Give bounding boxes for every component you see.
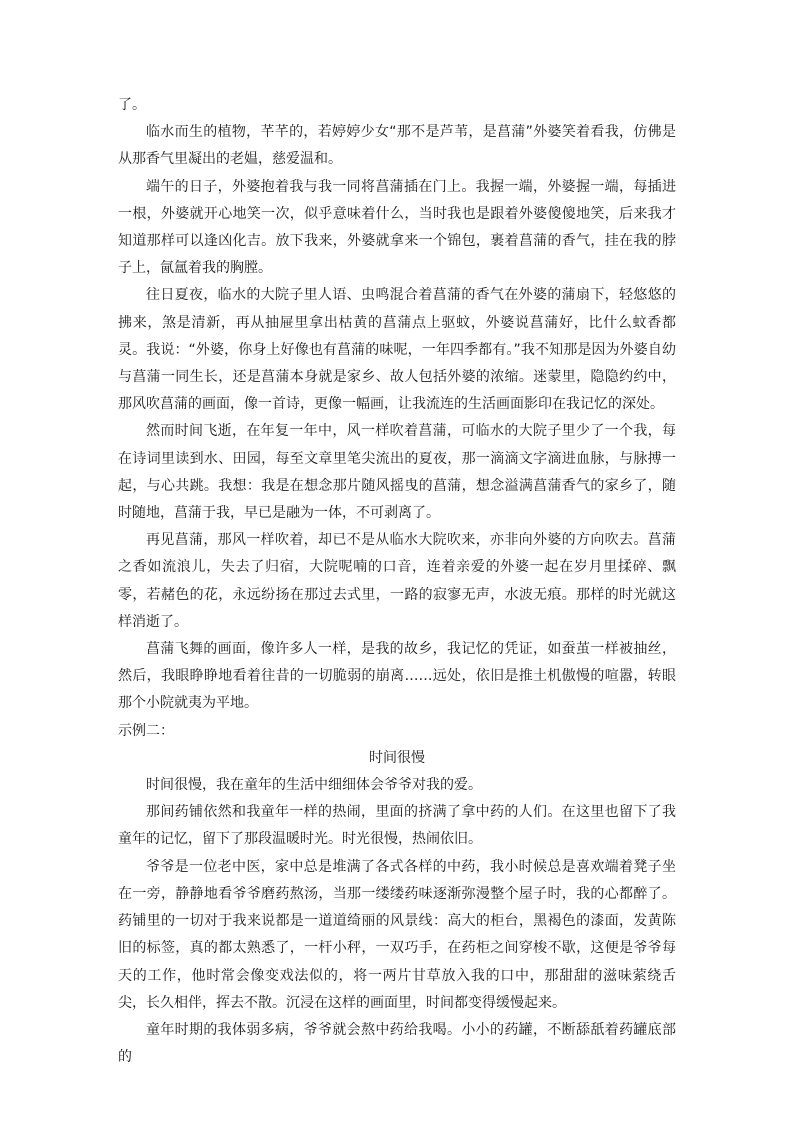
paragraph: 了。 [118, 97, 146, 113]
paragraph: 那间药铺依然和我童年一样的热闹，里面的挤满了拿中药的人们。在这里也留下了我童年的记忆，留下了那段温暖时光。时光很慢，热闹依旧。 [118, 804, 676, 848]
paragraph: 爷爷是一位老中医，家中总是堆满了各式各样的中药，我小时候总是喜欢端着凳子坐在一旁，静静地看爷爷磨药熬汤，当那一缕缕药味逐渐弥漫整个屋子时，我的心都醉了。药铺里的一切对于我来说都是一道道绮丽的风景线：高大的柜台，黑褐色的漆面，发黄陈旧的标签，真的都太熟悉了，一杆小秤，一双巧手，在药柜之间穿梭不歇，这便是爷爷每天的工作，他时常会像变戏法似的，将一两片甘草放入我的口中，那甜甜的滋味萦绕舌尖，长久相伴，挥去不散。沉浸在这样的画面里，时间都变得缓慢起来。 [118, 858, 676, 1011]
paragraph: 往日夏夜，临水的大院子里人语、虫鸣混合着菖蒲的香气在外婆的蒲扇下，轻悠悠的拂来，煞是清新，再从抽屉里拿出枯黄的菖蒲点上驱蚊，外婆说菖蒲好，比什么蚊香都灵。我说：“外婆，你身上好像也有菖蒲的味呢，一年四季都有。”我不知那是因为外婆自幼与菖蒲一同生长，还是菖蒲本身就是家乡、故人包括外婆的浓缩。迷蒙里，隐隐约约中，那风吹菖蒲的画面，像一首诗，更像一幅画，让我流连的生活画面影印在我记忆的深处。 [118, 287, 676, 413]
essay-title: 时间很慢 [369, 749, 425, 766]
document-body [118, 92, 676, 1071]
paragraph: 然而时间飞逝，在年复一年中，风一样吹着菖蒲，可临水的大院子里少了一个我，每在诗词里读到水、田园，每至文章里笔尖流出的夏夜，那一滴滴文字滴进血脉，与脉搏一起，与心共跳。我想：我是在想念那片随风摇曳的菖蒲，想念溢满菖蒲香气的家乡了，随时随地，菖蒲于我，早已是融为一体，不可剥离了。 [118, 423, 676, 522]
paragraph: 菖蒲飞舞的画面，像许多人一样，是我的故乡，我记忆的凭证，如蚕茧一样被抽丝，然后，我眼睁睁地看着往昔的一切脆弱的崩离……远处，依旧是推土机傲慢的喧嚣，转眼那个小院就夷为平地。 [118, 641, 676, 712]
paragraph: 临水而生的植物，芊芊的，若婷婷少女“那不是芦苇，是菖蒲”外婆笑着看我，仿佛是从那香气里凝出的老媪，慈爱温和。 [118, 124, 676, 168]
example-label: 示例二： [118, 722, 174, 739]
paragraph: 端午的日子，外婆抱着我与我一同将菖蒲插在门上。我握一端，外婆握一端，每插进一根，外婆就开心地笑一次，似乎意味着什么，当时我也是跟着外婆傻傻地笑，后来我才知道那样可以逢凶化吉。放下我来，外婆就拿来一个锦包，裹着菖蒲的香气，挂在我的脖子上，氤氲着我的胸膛。 [118, 178, 676, 277]
paragraph: 时间很慢，我在童年的生活中细细体会爷爷对我的爱。 [146, 777, 482, 794]
paragraph: 童年时期的我体弱多病，爷爷就会熬中药给我喝。小小的药罐，不断舔舐着药罐底部的 [118, 1021, 676, 1066]
paragraph: 再见菖蒲，那风一样吹着，却已不是从临水大院吹来，亦非向外婆的方向吹去。菖蒲之香如流浪儿，失去了归宿，大院呢喃的口音，连着亲爱的外婆一起在岁月里揉碎、飘零，若赭色的花，永远纷扬在那过去式里，一路的寂寥无声，水波无痕。那样的时光就这样消逝了。 [118, 532, 676, 630]
